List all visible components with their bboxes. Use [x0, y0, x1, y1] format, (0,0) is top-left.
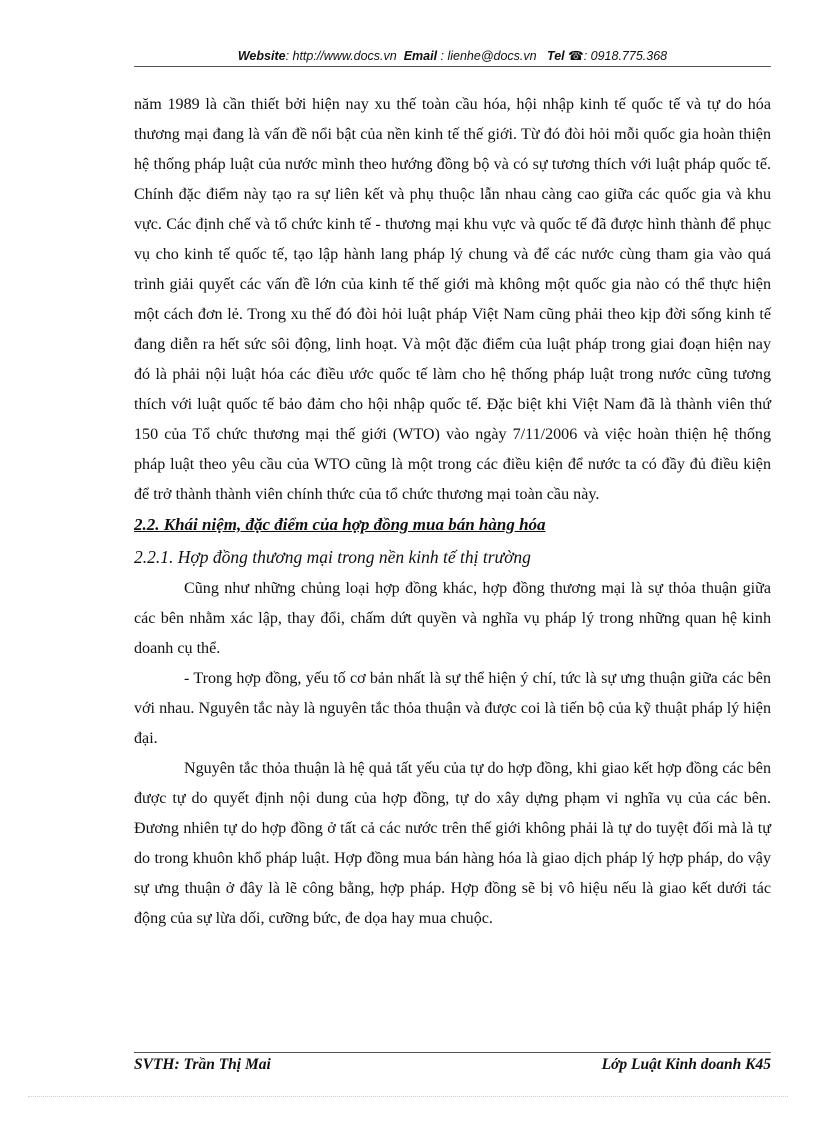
website-label: Website: [237, 49, 286, 63]
paragraph-3: - Trong hợp đồng, yếu tố cơ bản nhất là sự thể hiện ý chí, tức là sự ưng thuận giữa các bên với nhau. Nguyên tắc này là nguyên tắc thỏa thuận và được coi là tiến bộ của kỹ thuật pháp lý hiện đại.: [134, 670, 771, 747]
website-value: : http://www.docs.vn: [285, 49, 397, 63]
page-footer: [134, 1056, 771, 1074]
page-header: [134, 48, 771, 63]
paragraph-4: Nguyên tắc thỏa thuận là hệ quả tất yếu của tự do hợp đồng, khi giao kết hợp đồng các bên được tự do quyết định nội dung của hợp đồng, tự do xây dựng phạm vi nghĩa vụ của các bên. Đương nhiên tự do hợp đồng ở tất cả các nước trên thế giới không phải là tự do tuyệt đối mà là tự do trong khuôn khổ pháp luật. Hợp đồng mua bán hàng hóa là giao dịch pháp lý hợp pháp, do vậy sự ưng thuận ở đây là lẽ công bằng, hợp pháp. Hợp đồng sẽ bị vô hiệu nếu là giao kết dưới tác động của sự lừa dối, cưỡng bức, đe dọa hay mua chuộc.: [134, 760, 771, 927]
header-divider: [134, 66, 771, 67]
paragraph-1: năm 1989 là cần thiết bởi hiện nay xu thế toàn cầu hóa, hội nhập kinh tế quốc tế và tự do hóa thương mại đang là vấn đề nổi bật của nền kinh tế thế giới. Từ đó đòi hỏi mỗi quốc gia hoàn thiện hệ thống pháp luật của nước mình theo hướng đồng bộ và có sự tương thích với luật pháp quốc tế. Chính đặc điểm này tạo ra sự liên kết và phụ thuộc lẫn nhau càng cao giữa các quốc gia và khu vực. Các định chế và tổ chức kinh tế - thương mại khu vực và quốc tế đã được hình thành để phục vụ cho kinh tế quốc tế, tạo lập hành lang pháp lý chung và để các nước cùng tham gia vào quá trình giải quyết các vấn đề lớn của kinh tế thế giới mà không một quốc gia nào có thể thực hiện một cách đơn lẻ. Trong xu thế đó đòi hỏi luật pháp Việt Nam cũng phải theo kịp đời sống kinh tế đang diễn ra hết sức sôi động, linh hoạt. Và một đặc điểm của luật pháp trong giai đoạn hiện nay đó là phải nội luật hóa các điều ước quốc tế làm cho hệ thống pháp luật trong nước cũng tương thích với luật quốc tế bảo đảm cho hội nhập quốc tế. Đặc biệt khi Việt Nam đã là thành viên thứ 150 của Tổ chức thương mại thế giới (WTO) vào ngày 7/11/2006 và việc hoàn thiện hệ thống pháp luật theo yêu cầu của WTO cũng là một trong các điều kiện để nước ta có đầy đủ điều kiện để trở thành thành viên chính thức của tổ chức thương mại toàn cầu này.: [134, 96, 771, 503]
email-value: : lienhe@docs.vn: [440, 49, 537, 63]
tel-value: : 0918.775.368: [583, 49, 668, 63]
subsection-heading-2-2-1: 2.2.1. Hợp đồng thương mại trong nền kinh tế thị trường: [134, 547, 531, 567]
tel-label: Tel: [547, 49, 565, 63]
footer-divider: [134, 1052, 771, 1053]
page-bottom-border: [28, 1096, 788, 1097]
email-label: Email: [403, 49, 438, 63]
phone-icon: ☎: [568, 49, 584, 63]
footer-class: Lớp Luật Kinh doanh K45: [601, 1056, 771, 1073]
page-body: [134, 90, 771, 934]
section-heading-2-2: 2.2. Khái niệm, đặc điểm của hợp đồng mua bán hàng hóa: [134, 515, 546, 534]
footer-student: SVTH: Trần Thị Mai: [134, 1056, 271, 1073]
paragraph-2: Cũng như những chủng loại hợp đồng khác, hợp đồng thương mại là sự thỏa thuận giữa các bên nhằm xác lập, thay đổi, chấm dứt quyền và nghĩa vụ pháp lý trong những quan hệ kinh doanh cụ thể.: [134, 580, 771, 657]
